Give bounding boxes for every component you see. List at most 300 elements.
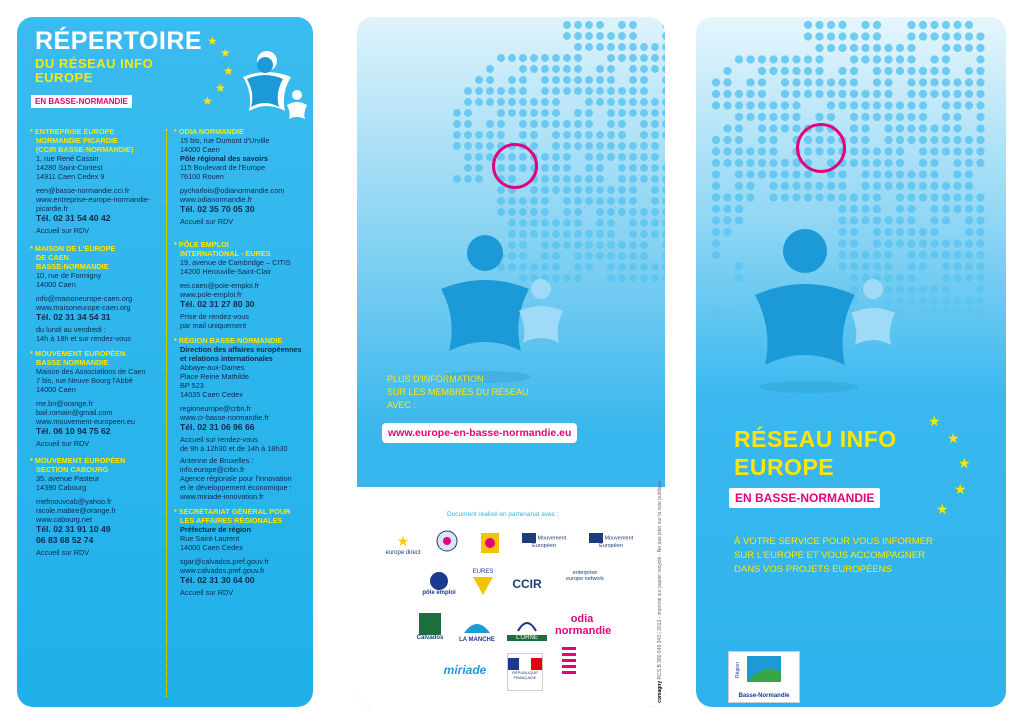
map-dot (464, 120, 472, 128)
map-dot (930, 216, 938, 224)
heading-line: ENTREPRISE EUROPE (34, 127, 115, 136)
map-dot (861, 101, 869, 109)
map-dot (629, 76, 637, 84)
map-dot (758, 101, 766, 109)
map-dot (781, 90, 789, 98)
map-dot (453, 131, 461, 139)
partner-logo-icon (473, 529, 507, 561)
website-link[interactable]: www.cabourg.net (36, 515, 92, 524)
map-dot (574, 21, 582, 29)
pole-emploi-logo-icon (417, 572, 461, 604)
map-dot (884, 182, 892, 190)
phone-number: Tél. 02 31 30 64 00 (180, 575, 255, 585)
map-dot (781, 78, 789, 86)
map-dot (618, 208, 626, 216)
directory-subtitle (35, 57, 153, 85)
map-dot (758, 170, 766, 178)
map-dot (965, 21, 973, 29)
map-dot (662, 197, 665, 205)
map-dot (884, 44, 892, 52)
map-dot (618, 252, 626, 260)
map-dot (850, 113, 858, 121)
phone-number: Tél. 02 31 91 10 49 (36, 524, 111, 534)
map-dot (574, 87, 582, 95)
map-dot (640, 241, 648, 249)
map-dot (552, 142, 560, 150)
map-dot (930, 136, 938, 144)
map-dot (907, 193, 915, 201)
map-dot (850, 101, 858, 109)
map-dot (574, 219, 582, 227)
map-dot (907, 101, 915, 109)
map-dot (607, 252, 615, 260)
map-dot (896, 205, 904, 213)
map-dot (827, 101, 835, 109)
map-dot (607, 76, 615, 84)
website-link[interactable]: www.odianormandie.fr (180, 195, 253, 204)
map-dot (942, 136, 950, 144)
map-dot (907, 205, 915, 213)
map-dot (804, 55, 812, 63)
map-dot (976, 239, 984, 247)
map-dot (930, 67, 938, 75)
map-dot (896, 44, 904, 52)
map-dot (712, 159, 720, 167)
map-dot (873, 182, 881, 190)
email-link[interactable]: info.europe@crbn.fr (180, 465, 245, 474)
map-dot (662, 131, 665, 139)
map-dot (907, 44, 915, 52)
map-dot (607, 230, 615, 238)
map-dot (930, 159, 938, 167)
star-icon: ★ (947, 430, 960, 446)
map-dot (508, 208, 516, 216)
map-dot (552, 186, 560, 194)
map-dot (953, 239, 961, 247)
map-dot (873, 55, 881, 63)
info-line: PLUS D'INFORMATION (387, 374, 484, 384)
map-dot (723, 147, 731, 155)
phone-number: Tél. 02 31 06 96 66 (180, 422, 255, 432)
map-dot (530, 98, 538, 106)
map-dot (873, 78, 881, 86)
map-dot (919, 182, 927, 190)
map-dot (723, 101, 731, 109)
map-dot (965, 136, 973, 144)
map-dot (464, 98, 472, 106)
map-dot (607, 54, 615, 62)
map-dot (629, 197, 637, 205)
map-dot (563, 208, 571, 216)
star-icon: ★ (202, 94, 213, 108)
subtitle-line-1: DU RÉSEAU INFO (35, 56, 154, 71)
directory-title: RÉPERTOIRE (35, 27, 203, 55)
entry-odia (174, 127, 310, 226)
map-dot (838, 205, 846, 213)
map-dot (965, 262, 973, 270)
slogan-line: DANS VOS PROJETS EUROPÉENS (734, 564, 892, 575)
map-dot (552, 120, 560, 128)
map-dot (585, 142, 593, 150)
star-icon: ★ (928, 413, 941, 429)
map-dot (769, 182, 777, 190)
map-dot (746, 113, 754, 121)
map-dot (804, 170, 812, 178)
map-dot (907, 113, 915, 121)
map-dot (896, 193, 904, 201)
note-line: Accueil sur RDV (36, 226, 90, 235)
map-dot (712, 78, 720, 86)
map-dot (596, 252, 604, 260)
phone-number: Tél. 06 10 94 75 62 (36, 426, 111, 436)
map-dot (976, 147, 984, 155)
map-dot (838, 44, 846, 52)
map-dot (607, 131, 615, 139)
map-dot (838, 78, 846, 86)
map-dot (861, 44, 869, 52)
map-dot (861, 193, 869, 201)
map-dot (976, 32, 984, 40)
ccir-logo-icon: CCIR (512, 577, 542, 591)
map-dot (976, 228, 984, 236)
map-dot (662, 164, 665, 172)
map-dot (930, 308, 938, 316)
map-dot (530, 208, 538, 216)
map-dot (792, 124, 800, 132)
map-dot (607, 208, 615, 216)
website-link[interactable]: www.entreprise-europe-normandie- (36, 195, 151, 204)
map-dot (618, 241, 626, 249)
address-line: 14200 Hérouville-Saint-Clair (180, 267, 272, 276)
map-dot (607, 120, 615, 128)
email-link[interactable]: eei.caen@pole-emploi.fr (180, 281, 260, 290)
map-dot (651, 109, 659, 117)
map-dot (850, 136, 858, 144)
map-dot (475, 175, 483, 183)
map-dot (662, 219, 665, 227)
map-dot (662, 252, 665, 260)
map-dot (953, 170, 961, 178)
map-dot (792, 170, 800, 178)
map-dot (735, 205, 743, 213)
map-dot (976, 274, 984, 282)
map-dot (873, 32, 881, 40)
map-dot (792, 55, 800, 63)
map-dot (896, 101, 904, 109)
map-dot (596, 241, 604, 249)
map-dot (519, 54, 527, 62)
map-dot (530, 109, 538, 117)
map-dot (758, 147, 766, 155)
map-dot (873, 21, 881, 29)
map-dot (861, 170, 869, 178)
map-dot (596, 153, 604, 161)
map-dot (563, 65, 571, 73)
map-dot (919, 308, 927, 316)
map-dot (475, 76, 483, 84)
map-dot (574, 142, 582, 150)
map-dot (953, 32, 961, 40)
map-dot (976, 67, 984, 75)
map-dot (976, 205, 984, 213)
map-dot (953, 205, 961, 213)
map-dot (712, 90, 720, 98)
address-line: 19, avenue de Cambridge – CITIS (180, 258, 291, 267)
map-dot (530, 186, 538, 194)
map-dot (930, 21, 938, 29)
map-dot (930, 124, 938, 132)
map-dot (596, 43, 604, 51)
address-line: 14390 Cabourg (36, 483, 87, 492)
heading-line: MAISON DE L'EUROPE (34, 244, 116, 253)
map-dot (953, 78, 961, 86)
map-dot (607, 219, 615, 227)
map-dot (781, 55, 789, 63)
map-dot (541, 54, 549, 62)
map-dot (508, 76, 516, 84)
logo-label: LA MANCHE (459, 637, 495, 643)
orne-logo-icon (507, 613, 547, 653)
info-panel (357, 17, 665, 707)
map-dot (804, 90, 812, 98)
region-word: Région (735, 662, 741, 678)
map-dot (574, 32, 582, 40)
map-dot (735, 113, 743, 121)
map-dot (861, 113, 869, 121)
map-dot (838, 170, 846, 178)
map-dot (965, 308, 973, 316)
map-dot (781, 170, 789, 178)
map-dot (464, 142, 472, 150)
map-dot (838, 32, 846, 40)
map-dot (486, 120, 494, 128)
email-link[interactable]: mefmouvcab@yahoo.fr (36, 497, 112, 506)
region-logo-icon (729, 652, 799, 688)
address-line: 76100 Rouen (180, 172, 224, 181)
map-dot (965, 90, 973, 98)
map-dot (723, 308, 731, 316)
map-dot (942, 55, 950, 63)
website-link[interactable]: www.mouvement-europeen.eu (36, 417, 135, 426)
email-link[interactable]: sgar@calvados.pref.gouv.fr (180, 557, 269, 566)
map-dot (827, 193, 835, 201)
note-line: de 9h à 12h30 et de 14h à 18h30 (180, 444, 288, 453)
map-dot (884, 216, 892, 224)
map-dot (758, 136, 766, 144)
map-dot (585, 32, 593, 40)
republique-francaise-logo-icon (507, 653, 543, 691)
map-dot (629, 175, 637, 183)
map-dot (861, 147, 869, 155)
map-dot (896, 216, 904, 224)
map-dot (735, 55, 743, 63)
map-dot (781, 67, 789, 75)
map-dot (735, 182, 743, 190)
map-dot (552, 109, 560, 117)
map-dot (640, 164, 648, 172)
map-dot (735, 170, 743, 178)
map-dot (953, 124, 961, 132)
logo-label: EURES (472, 569, 494, 575)
note-line: Agence régionale pour l'innovation (180, 474, 292, 483)
email-link[interactable]: regioneurope@crbn.fr (180, 404, 252, 413)
enterprise-europe-network-logo-icon: enterprise europe network (566, 570, 604, 582)
map-dot (563, 164, 571, 172)
map-dot (607, 87, 615, 95)
map-dot (552, 98, 560, 106)
map-dot (850, 205, 858, 213)
map-dot (662, 241, 665, 249)
map-dot (873, 113, 881, 121)
map-dot (758, 90, 766, 98)
map-dot (919, 21, 927, 29)
map-dot (629, 186, 637, 194)
map-dot (769, 159, 777, 167)
heading-line: RÉGION BASSE-NORMANDIE (178, 336, 283, 345)
map-dot (585, 164, 593, 172)
map-dot (712, 182, 720, 190)
website-link[interactable]: www.pole-emploi.fr (180, 290, 242, 299)
map-dot (618, 109, 626, 117)
website-link[interactable]: picardie.fr (36, 204, 69, 213)
logo-label: pôle emploi (422, 590, 456, 596)
website-url-link[interactable]: www.europe-en-basse-normandie.eu (382, 423, 577, 443)
map-dot (662, 21, 665, 29)
map-dot (618, 131, 626, 139)
email-link[interactable]: een@basse-normandie.cci.fr (36, 186, 130, 195)
partners-label: Document réalisé en partenariat avec : (447, 511, 559, 518)
map-dot (884, 55, 892, 63)
map-dot (618, 120, 626, 128)
map-dot (769, 101, 777, 109)
map-dot (735, 274, 743, 282)
map-dot (919, 136, 927, 144)
entry-heading: * MOUVEMENT EUROPÉEN (30, 349, 126, 358)
map-dot (497, 208, 505, 216)
map-dot (942, 124, 950, 132)
map-dot (884, 136, 892, 144)
map-dot (861, 205, 869, 213)
region-logo (728, 651, 800, 703)
map-dot (497, 131, 505, 139)
website-link[interactable]: www.calvados.pref.gouv.fr (180, 566, 265, 575)
map-dot (965, 216, 973, 224)
map-dot (585, 120, 593, 128)
map-dot (919, 32, 927, 40)
map-dot (723, 205, 731, 213)
map-dot (475, 87, 483, 95)
map-dot (519, 98, 527, 106)
map-dot (769, 55, 777, 63)
map-dot (953, 251, 961, 259)
map-dot (541, 175, 549, 183)
email-link[interactable]: info@maisoneurope-caen.org (36, 294, 133, 303)
highlight-circle-icon (796, 123, 846, 173)
map-dot (838, 182, 846, 190)
email-link[interactable]: bail.romain@gmail.com (36, 408, 113, 417)
map-dot (758, 67, 766, 75)
email-link[interactable]: me.bn@orange.fr (36, 399, 93, 408)
map-dot (607, 43, 615, 51)
map-dot (464, 164, 472, 172)
map-dot (519, 109, 527, 117)
map-dot (896, 67, 904, 75)
heading-line: BASSE-NORMANDIE (36, 262, 109, 271)
map-dot (618, 98, 626, 106)
map-dot (519, 131, 527, 139)
address-line: 14035 Caen Cedex (180, 390, 243, 399)
star-icon: ★ (936, 501, 949, 517)
map-dot (930, 90, 938, 98)
map-dot (919, 78, 927, 86)
address-line: Direction des affaires européennes (180, 345, 302, 354)
note-line: Accueil sur RDV (180, 217, 234, 226)
map-dot (662, 263, 665, 271)
map-dot (723, 228, 731, 236)
map-dot (815, 21, 823, 29)
map-dot (907, 55, 915, 63)
map-dot (640, 120, 648, 128)
map-dot (942, 308, 950, 316)
map-dot (563, 219, 571, 227)
address-line: 14000 Caen Cedex (180, 543, 243, 552)
map-dot (552, 219, 560, 227)
map-dot (618, 164, 626, 172)
map-dot (896, 124, 904, 132)
address-line: Place Reine Mathilde (180, 372, 249, 381)
map-dot (640, 263, 648, 271)
map-dot (976, 285, 984, 293)
map-dot (464, 153, 472, 161)
map-dot (712, 308, 720, 316)
map-dot (861, 182, 869, 190)
map-dot (942, 21, 950, 29)
map-dot (640, 65, 648, 73)
map-dot (629, 263, 637, 271)
map-dot (850, 159, 858, 167)
map-dot (596, 21, 604, 29)
note-line: Accueil sur RDV (180, 588, 234, 597)
map-dot (574, 208, 582, 216)
map-dot (585, 153, 593, 161)
map-dot (804, 21, 812, 29)
map-dot (508, 87, 516, 95)
map-dot (873, 159, 881, 167)
map-dot (629, 230, 637, 238)
map-dot (873, 67, 881, 75)
title-line: RÉSEAU INFO (734, 426, 897, 452)
website-link[interactable]: www.miriade-innovation.fr (180, 492, 264, 501)
map-dot (723, 159, 731, 167)
map-dot (629, 274, 637, 282)
address-line: 1, rue René Cassin (36, 154, 99, 163)
map-dot (827, 113, 835, 121)
website-link[interactable]: www.maisoneurope-caen.org (36, 303, 131, 312)
email-link[interactable]: nicole.mabire@orange.fr (36, 506, 117, 515)
map-dot (804, 32, 812, 40)
map-dot (815, 67, 823, 75)
map-dot (861, 136, 869, 144)
entry-heading: * ENTREPRISE EUROPE (30, 127, 115, 136)
website-link[interactable]: www.cr-basse-normandie.fr (180, 413, 269, 422)
map-dot (976, 55, 984, 63)
map-dot (781, 124, 789, 132)
email-link[interactable]: pycharlois@odianormandie.com (180, 186, 285, 195)
map-dot (596, 87, 604, 95)
note-line: Prise de rendez-vous (180, 312, 249, 321)
map-dot (541, 186, 549, 194)
map-dot (497, 54, 505, 62)
